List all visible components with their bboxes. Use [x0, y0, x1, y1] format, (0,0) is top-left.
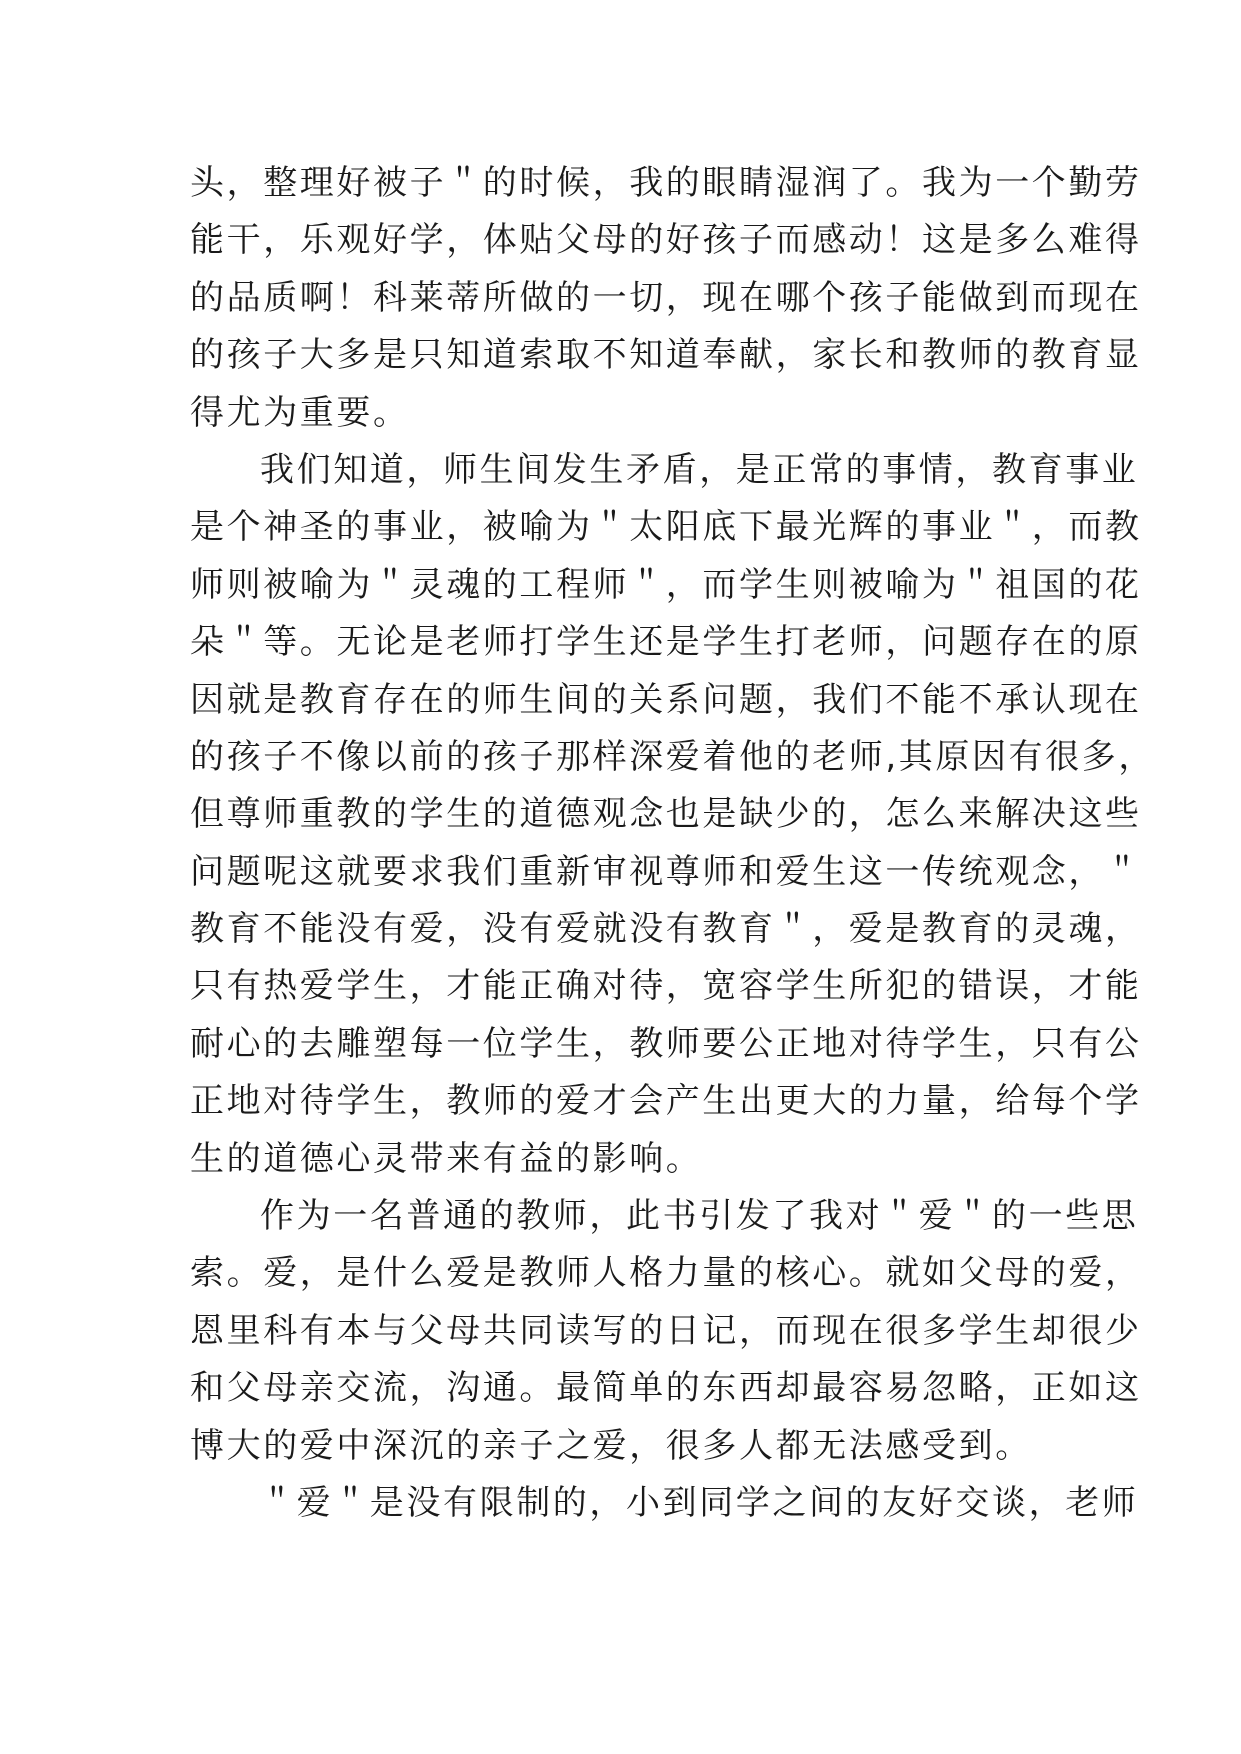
text-line: 的孩子大多是只知道索取不知道奉献，家长和教师的教育显 [190, 335, 1142, 376]
text-line: 朵＂等。无论是老师打学生还是学生打老师，问题存在的原 [190, 622, 1142, 663]
text-line: 只有热爱学生，才能正确对待，宽容学生所犯的错误，才能 [190, 966, 1142, 1007]
text-line: 恩里科有本与父母共同读写的日记，而现在很多学生却很少 [190, 1310, 1142, 1351]
text-line: 问题呢这就要求我们重新审视尊师和爱生这一传统观念，＂ [190, 851, 1142, 892]
text-line: 因就是教育存在的师生间的关系问题，我们不能不承认现在 [190, 679, 1142, 720]
text-line: 耐心的去雕塑每一位学生，教师要公正地对待学生，只有公 [190, 1023, 1142, 1064]
text-line: 生的道德心灵带来有益的影响。 [190, 1138, 703, 1179]
text-line: 能干，乐观好学，体贴父母的好孩子而感动！这是多么难得 [190, 220, 1142, 261]
text-line: 但尊师重教的学生的道德观念也是缺少的，怎么来解决这些 [190, 794, 1142, 835]
text-line: 头，整理好被子＂的时候，我的眼睛湿润了。我为一个勤劳 [190, 163, 1142, 203]
text-line: 博大的爱中深沉的亲子之爱，很多人都无法感受到。 [190, 1425, 1032, 1466]
text-line: 的孩子不像以前的孩子那样深爱着他的老师,其原因有很多， [190, 736, 1156, 777]
text-line: 教育不能没有爱，没有爱就没有教育＂，爱是教育的灵魂， [190, 909, 1142, 950]
text-line: 正地对待学生，教师的爱才会产生出更大的力量，给每个学 [190, 1081, 1142, 1122]
text-line: 师则被喻为＂灵魂的工程师＂，而学生则被喻为＂祖国的花 [190, 564, 1142, 605]
body-text [190, 155, 1156, 1532]
text-line: 和父母亲交流，沟通。最简单的东西却最容易忽略，正如这 [190, 1368, 1142, 1409]
paragraph-first-line: 我们知道，师生间发生矛盾，是正常的事情，教育事业 [260, 449, 1139, 490]
text-line: 索。爱，是什么爱是教师人格力量的核心。就如父母的爱， [190, 1253, 1142, 1294]
paragraph-first-line: 作为一名普通的教师，此书引发了我对＂爱＂的一些思 [260, 1196, 1139, 1237]
text-line: 得尤为重要。 [190, 392, 410, 433]
text-line: 是个神圣的事业，被喻为＂太阳底下最光辉的事业＂，而教 [190, 507, 1142, 548]
paragraph-first-line: ＂爱＂是没有限制的，小到同学之间的友好交谈，老师 [260, 1482, 1139, 1523]
text-line: 的品质啊！科莱蒂所做的一切，现在哪个孩子能做到而现在 [190, 277, 1142, 318]
